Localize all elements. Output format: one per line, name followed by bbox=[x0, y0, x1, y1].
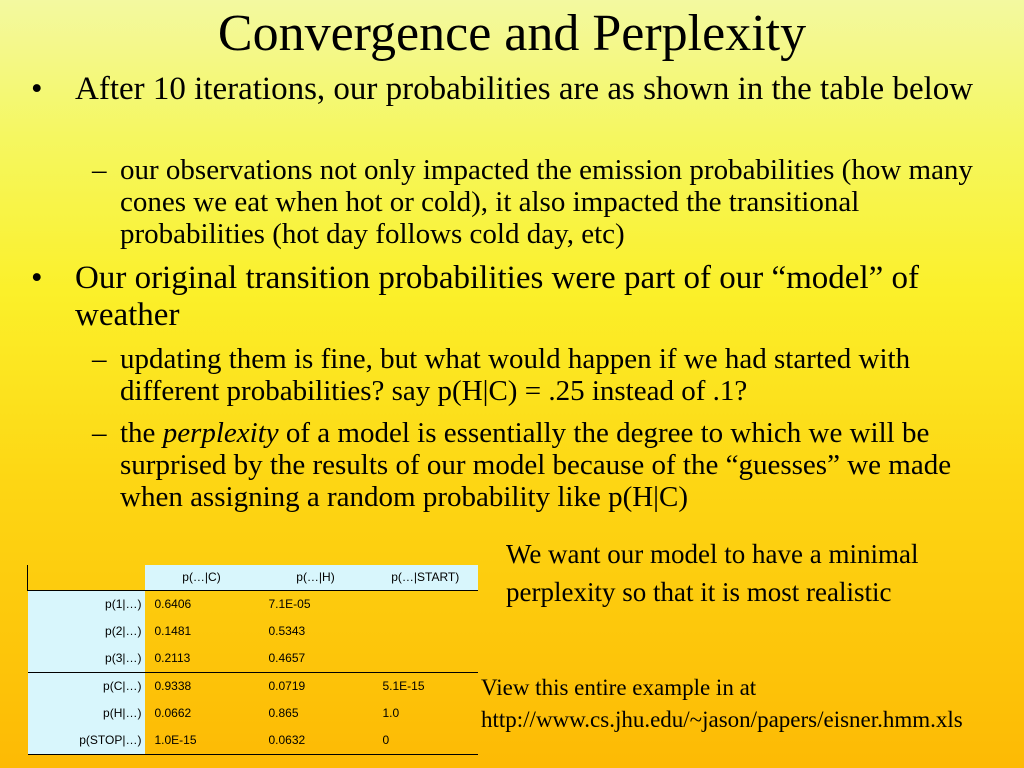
row-label: p(STOP|…) bbox=[28, 727, 145, 755]
cell-h: 0.0632 bbox=[259, 727, 373, 755]
example-caption: View this entire example in at bbox=[481, 675, 757, 700]
row-label: p(1|…) bbox=[28, 590, 145, 618]
cell-c: 0.0662 bbox=[154, 706, 192, 721]
bullet-1-text: After 10 iterations, our probabilities are as shown in the table below bbox=[75, 71, 974, 107]
table-row bbox=[28, 700, 479, 727]
perplexity-term: perplexity bbox=[162, 417, 279, 449]
bullet-dot-icon: • bbox=[31, 260, 43, 296]
cell-c: 1.0E-15 bbox=[145, 727, 259, 755]
dash-icon: – bbox=[92, 154, 107, 186]
example-link[interactable]: http://www.cs.jhu.edu/~jason/papers/eisner.hmm.xls bbox=[481, 707, 963, 732]
row-label: p(3|…) bbox=[28, 645, 145, 673]
table-row bbox=[28, 727, 479, 755]
row-label: p(H|…) bbox=[28, 700, 145, 727]
cell-start bbox=[373, 590, 479, 618]
cell-start bbox=[373, 645, 479, 673]
bullet-1 bbox=[31, 71, 975, 108]
table-header-row bbox=[28, 565, 479, 590]
sub-bullet-1-1-text: our observations not only impacted the emission probabilities (how many cones we eat when hot or cold), it also impacted the transitional probabilities (hot day follows cold day, etc) bbox=[120, 154, 973, 250]
cell-start: 0 bbox=[373, 727, 479, 755]
perplexity-note: We want our model to have a minimal perplexity so that it is most realistic bbox=[506, 539, 919, 607]
sub-bullet-2-2-prefix: the bbox=[120, 417, 163, 449]
row-label: p(2|…) bbox=[28, 618, 145, 645]
bullet-2 bbox=[31, 260, 935, 334]
sub-bullet-2-1-text: updating them is fine, but what would happen if we had started with different probabilities? say p(H|C) = .25 instead of .1? bbox=[120, 343, 911, 407]
header-p-given-h: p(…|H) bbox=[259, 565, 373, 590]
cell-start: 5.1E-15 bbox=[382, 679, 425, 694]
sub-bullet-1-1 bbox=[92, 154, 990, 250]
cell-c: 0.6406 bbox=[154, 597, 192, 612]
cell-h: 0.4657 bbox=[259, 645, 373, 673]
cell-h: 0.5343 bbox=[268, 624, 306, 639]
cell-h: 7.1E-05 bbox=[268, 597, 311, 612]
dash-icon: – bbox=[92, 343, 107, 375]
cell-c: 0.2113 bbox=[145, 645, 259, 673]
bullet-2-text: Our original transition probabilities were part of our “model” of weather bbox=[75, 260, 919, 333]
table-corner-cell bbox=[28, 565, 145, 590]
bullet-dot-icon: • bbox=[31, 71, 43, 107]
sub-bullet-2-1 bbox=[92, 343, 1000, 407]
dash-icon: – bbox=[92, 417, 107, 449]
cell-h: 0.0719 bbox=[268, 679, 306, 694]
cell-start bbox=[373, 618, 479, 645]
table-row bbox=[28, 672, 479, 700]
cell-c: 0.1481 bbox=[154, 624, 192, 639]
cell-h: 0.865 bbox=[268, 706, 299, 721]
slide-title: Convergence and Perplexity bbox=[217, 5, 807, 62]
cell-c: 0.9338 bbox=[154, 679, 192, 694]
table-row bbox=[28, 645, 479, 673]
row-label: p(C|…) bbox=[28, 672, 145, 700]
header-p-given-c: p(…|C) bbox=[145, 565, 259, 590]
table-row bbox=[28, 618, 479, 645]
header-p-given-start: p(…|START) bbox=[373, 565, 479, 590]
probability-table bbox=[27, 565, 478, 755]
sub-bullet-2-2 bbox=[92, 417, 990, 513]
sub-bullet-2-2-suffix: of a model is essentially the degree to which we will be surprised by the results of our model because of the “guesses” we made when assigning a random probability like p(H|C) bbox=[120, 417, 952, 513]
table-row bbox=[28, 590, 479, 618]
cell-start: 1.0 bbox=[382, 706, 400, 721]
